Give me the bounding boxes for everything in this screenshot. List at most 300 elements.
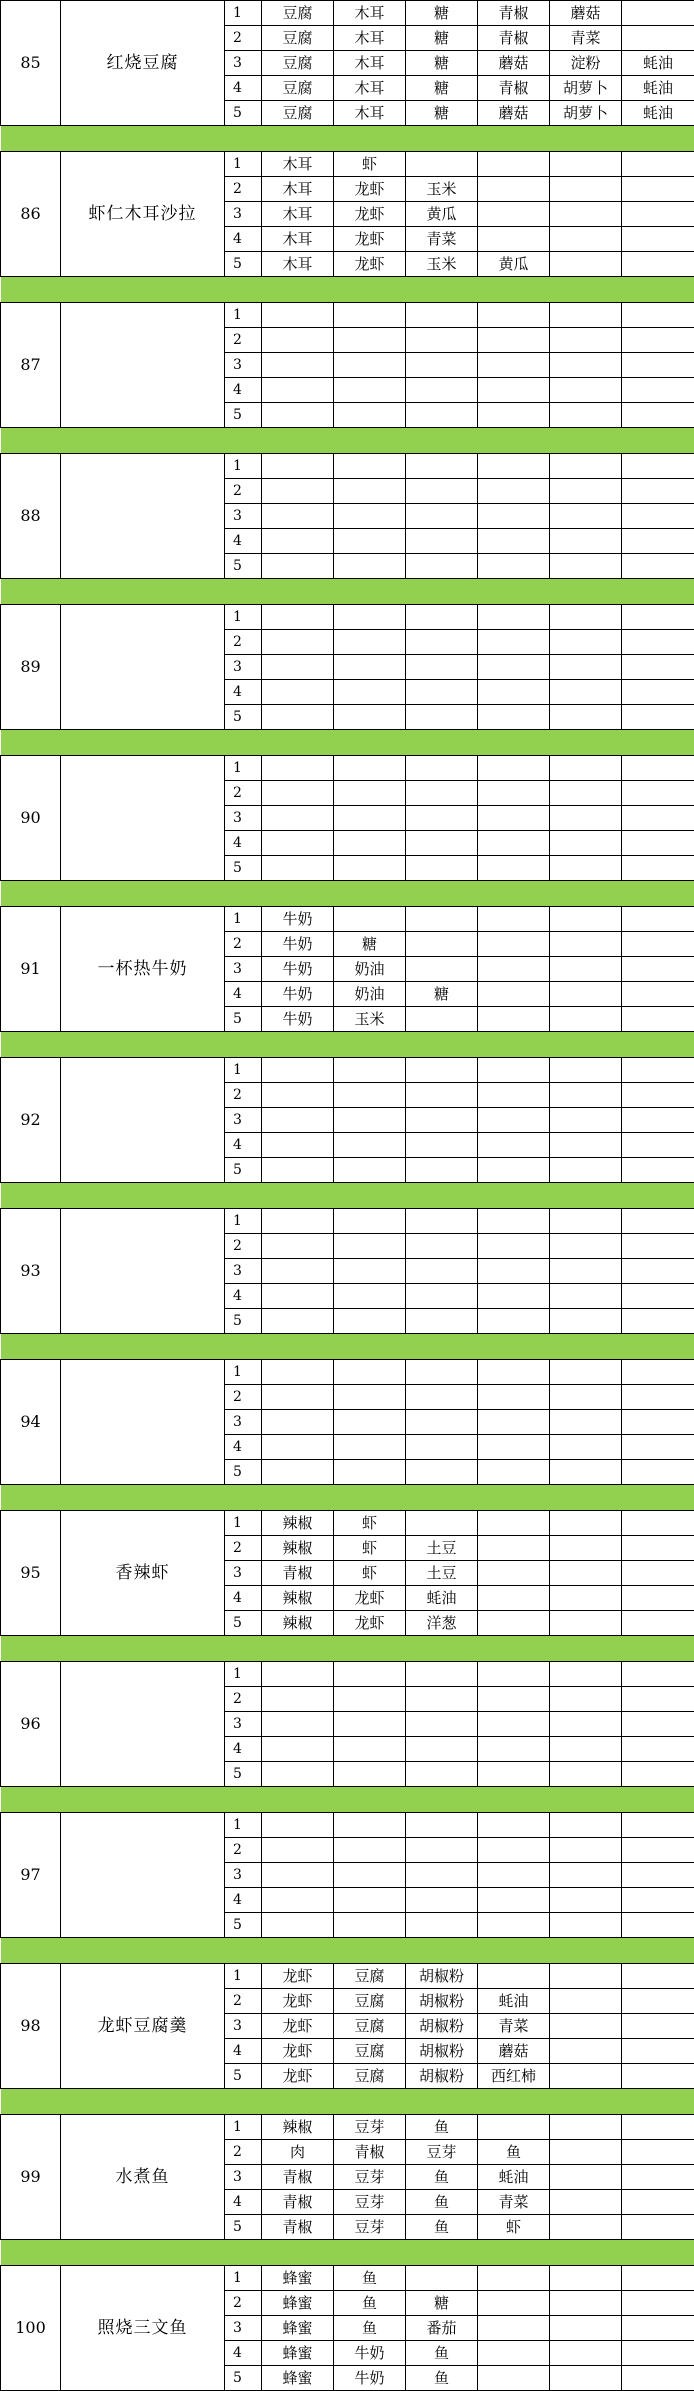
ingredient-cell	[478, 756, 550, 781]
dish-name: 水煮鱼	[61, 2115, 225, 2240]
group-separator	[1, 881, 694, 907]
dish-name: 照烧三文鱼	[61, 2266, 225, 2391]
ingredient-cell	[478, 303, 550, 328]
ingredient-cell	[334, 1108, 406, 1133]
ingredient-cell	[334, 1913, 406, 1938]
ingredient-cell	[262, 1913, 334, 1938]
ingredient-cell	[406, 1058, 478, 1083]
ingredient-cell	[334, 1309, 406, 1334]
ingredient-cell	[334, 1662, 406, 1687]
ingredient-cell	[550, 2190, 622, 2215]
ingredient-cell	[622, 1687, 694, 1712]
ingredient-cell	[334, 907, 406, 932]
ingredient-cell	[550, 1234, 622, 1259]
dish-number: 99	[1, 2115, 61, 2240]
ingredient-cell	[550, 252, 622, 277]
separator-bar	[1, 1787, 694, 1813]
variant-index: 4	[225, 1133, 262, 1158]
table-row	[1, 605, 694, 630]
ingredient-cell: 青椒	[262, 2165, 334, 2190]
ingredient-cell: 蚝油	[478, 2165, 550, 2190]
variant-index: 4	[225, 378, 262, 403]
ingredient-cell	[622, 177, 694, 202]
ingredient-cell	[550, 227, 622, 252]
ingredient-cell	[406, 504, 478, 529]
variant-index: 5	[225, 856, 262, 881]
ingredient-cell: 鱼	[334, 2266, 406, 2291]
ingredient-cell	[334, 328, 406, 353]
separator-bar	[1, 1636, 694, 1662]
ingredient-cell	[550, 1259, 622, 1284]
ingredient-cell: 龙虾	[334, 1611, 406, 1636]
ingredient-cell: 青椒	[262, 2190, 334, 2215]
ingredient-cell	[622, 2140, 694, 2165]
ingredient-cell	[550, 378, 622, 403]
ingredient-cell	[622, 454, 694, 479]
variant-index: 1	[225, 454, 262, 479]
ingredient-cell	[478, 1108, 550, 1133]
ingredient-cell: 糖	[406, 76, 478, 101]
ingredient-cell	[262, 1737, 334, 1762]
table-row	[1, 1964, 694, 1989]
ingredient-cell	[478, 1435, 550, 1460]
ingredient-cell	[334, 353, 406, 378]
variant-index: 1	[225, 605, 262, 630]
variant-index: 1	[225, 756, 262, 781]
ingredient-cell	[334, 655, 406, 680]
table-row	[1, 2266, 694, 2291]
ingredient-cell: 鱼	[334, 2316, 406, 2341]
ingredient-cell	[622, 227, 694, 252]
separator-bar	[1, 1334, 694, 1360]
ingredient-cell	[622, 1762, 694, 1787]
ingredient-cell	[334, 831, 406, 856]
ingredient-cell	[550, 2266, 622, 2291]
ingredient-cell	[334, 1737, 406, 1762]
dish-name	[61, 1209, 225, 1334]
ingredient-cell: 土豆	[406, 1561, 478, 1586]
variant-index: 5	[225, 1007, 262, 1032]
ingredient-cell	[622, 2165, 694, 2190]
variant-index: 3	[225, 1712, 262, 1737]
dish-name	[61, 605, 225, 730]
separator-bar	[1, 2089, 694, 2115]
ingredient-cell: 胡萝卜	[550, 101, 622, 126]
variant-index: 5	[225, 2064, 262, 2089]
ingredient-cell	[550, 1838, 622, 1863]
ingredient-cell: 胡椒粉	[406, 2039, 478, 2064]
variant-index: 2	[225, 1687, 262, 1712]
dish-number: 88	[1, 454, 61, 579]
variant-index: 3	[225, 2316, 262, 2341]
group-separator	[1, 1485, 694, 1511]
ingredient-cell	[406, 831, 478, 856]
ingredient-cell	[622, 1964, 694, 1989]
ingredient-cell	[406, 1435, 478, 1460]
ingredient-cell	[478, 1511, 550, 1536]
ingredient-cell	[478, 982, 550, 1007]
ingredient-cell	[406, 1360, 478, 1385]
ingredient-cell	[334, 303, 406, 328]
variant-index: 3	[225, 957, 262, 982]
ingredient-cell	[334, 378, 406, 403]
ingredient-cell	[622, 781, 694, 806]
ingredient-cell: 龙虾	[262, 1989, 334, 2014]
ingredient-cell	[622, 655, 694, 680]
ingredient-cell: 奶油	[334, 982, 406, 1007]
ingredient-cell	[550, 1385, 622, 1410]
variant-index: 2	[225, 479, 262, 504]
ingredient-cell	[478, 1737, 550, 1762]
ingredient-cell	[550, 554, 622, 579]
ingredient-cell	[478, 781, 550, 806]
ingredient-cell	[478, 1309, 550, 1334]
ingredient-cell: 豆芽	[406, 2140, 478, 2165]
ingredient-cell	[406, 529, 478, 554]
variant-index: 1	[225, 1360, 262, 1385]
ingredient-cell	[478, 655, 550, 680]
ingredient-cell	[478, 1913, 550, 1938]
ingredient-cell	[550, 2366, 622, 2391]
ingredient-cell	[262, 479, 334, 504]
ingredient-cell	[406, 856, 478, 881]
ingredient-cell: 土豆	[406, 1536, 478, 1561]
ingredient-cell	[334, 1058, 406, 1083]
dish-number: 97	[1, 1813, 61, 1938]
ingredient-cell: 青菜	[478, 2014, 550, 2039]
ingredient-cell: 木耳	[334, 101, 406, 126]
ingredient-cell: 鱼	[478, 2140, 550, 2165]
ingredient-cell	[406, 680, 478, 705]
ingredient-cell: 豆腐	[334, 2039, 406, 2064]
separator-bar	[1, 1938, 694, 1964]
ingredient-cell	[406, 781, 478, 806]
ingredient-cell	[262, 1058, 334, 1083]
ingredient-cell	[262, 378, 334, 403]
ingredient-cell: 豆腐	[334, 1964, 406, 1989]
ingredient-cell: 木耳	[334, 51, 406, 76]
ingredient-cell: 青椒	[478, 26, 550, 51]
dish-name: 红烧豆腐	[61, 1, 225, 126]
dish-name	[61, 1360, 225, 1485]
ingredient-cell	[550, 202, 622, 227]
ingredient-cell	[478, 479, 550, 504]
group-separator	[1, 1636, 694, 1662]
ingredient-cell	[262, 403, 334, 428]
ingredient-cell	[550, 2115, 622, 2140]
ingredient-cell: 黄瓜	[406, 202, 478, 227]
table-row	[1, 1209, 694, 1234]
ingredient-cell	[262, 1712, 334, 1737]
ingredient-cell	[622, 2115, 694, 2140]
ingredient-cell	[622, 403, 694, 428]
ingredient-cell	[550, 353, 622, 378]
variant-index: 4	[225, 1284, 262, 1309]
ingredient-cell	[406, 1888, 478, 1913]
ingredient-cell: 龙虾	[262, 2064, 334, 2089]
ingredient-cell	[550, 1737, 622, 1762]
ingredient-cell: 鱼	[406, 2366, 478, 2391]
ingredient-cell	[550, 328, 622, 353]
ingredient-cell: 木耳	[262, 177, 334, 202]
ingredient-cell	[262, 1888, 334, 1913]
ingredient-cell	[478, 705, 550, 730]
ingredient-cell: 牛奶	[334, 2366, 406, 2391]
ingredient-cell: 胡椒粉	[406, 2014, 478, 2039]
ingredient-cell	[406, 1511, 478, 1536]
ingredient-cell: 豆腐	[262, 1, 334, 26]
ingredient-cell	[622, 1913, 694, 1938]
ingredient-cell	[334, 781, 406, 806]
ingredient-cell	[622, 529, 694, 554]
ingredient-cell	[406, 1813, 478, 1838]
variant-index: 2	[225, 328, 262, 353]
ingredient-cell: 龙虾	[334, 202, 406, 227]
table-row	[1, 1, 694, 26]
ingredient-cell	[406, 378, 478, 403]
ingredient-cell	[550, 781, 622, 806]
ingredient-cell: 蜂蜜	[262, 2266, 334, 2291]
dish-name	[61, 1662, 225, 1787]
variant-index: 1	[225, 1662, 262, 1687]
ingredient-cell	[406, 1284, 478, 1309]
table-row	[1, 1813, 694, 1838]
ingredient-cell: 豆芽	[334, 2165, 406, 2190]
ingredient-cell	[622, 1435, 694, 1460]
ingredient-cell	[622, 2366, 694, 2391]
ingredient-cell	[550, 982, 622, 1007]
ingredient-cell: 木耳	[334, 76, 406, 101]
ingredient-cell	[550, 932, 622, 957]
variant-index: 4	[225, 529, 262, 554]
ingredient-cell: 木耳	[262, 152, 334, 177]
table-row	[1, 756, 694, 781]
ingredient-cell: 肉	[262, 2140, 334, 2165]
group-separator	[1, 1787, 694, 1813]
ingredient-cell: 牛奶	[334, 2341, 406, 2366]
variant-index: 5	[225, 403, 262, 428]
separator-bar	[1, 428, 694, 454]
ingredient-cell: 蚝油	[622, 101, 694, 126]
variant-index: 5	[225, 1762, 262, 1787]
variant-index: 5	[225, 554, 262, 579]
variant-index: 2	[225, 1385, 262, 1410]
ingredient-cell: 淀粉	[550, 51, 622, 76]
ingredient-cell: 玉米	[406, 177, 478, 202]
variant-index: 3	[225, 806, 262, 831]
ingredient-cell	[622, 1611, 694, 1636]
ingredient-cell	[622, 1259, 694, 1284]
ingredient-cell	[478, 1234, 550, 1259]
ingredient-cell	[334, 1863, 406, 1888]
variant-index: 2	[225, 781, 262, 806]
variant-index: 4	[225, 831, 262, 856]
variant-index: 4	[225, 1737, 262, 1762]
ingredient-cell	[478, 1813, 550, 1838]
ingredient-cell	[550, 1561, 622, 1586]
ingredient-cell	[406, 1838, 478, 1863]
ingredient-cell	[622, 831, 694, 856]
ingredient-cell	[406, 756, 478, 781]
ingredient-cell	[262, 1259, 334, 1284]
ingredient-cell: 豆腐	[262, 51, 334, 76]
variant-index: 2	[225, 1234, 262, 1259]
ingredient-cell: 牛奶	[262, 1007, 334, 1032]
variant-index: 4	[225, 227, 262, 252]
variant-index: 2	[225, 1536, 262, 1561]
ingredient-cell	[406, 1385, 478, 1410]
ingredient-cell	[622, 1007, 694, 1032]
dish-number: 95	[1, 1511, 61, 1636]
ingredient-cell	[550, 630, 622, 655]
ingredient-cell: 糖	[406, 101, 478, 126]
ingredient-cell: 龙虾	[334, 1586, 406, 1611]
ingredient-cell: 辣椒	[262, 1611, 334, 1636]
ingredient-cell	[622, 1511, 694, 1536]
ingredient-cell	[262, 806, 334, 831]
ingredient-cell	[622, 1, 694, 26]
ingredient-cell	[262, 781, 334, 806]
variant-index: 3	[225, 202, 262, 227]
ingredient-cell: 豆芽	[334, 2190, 406, 2215]
ingredient-cell: 糖	[334, 932, 406, 957]
ingredient-cell	[622, 504, 694, 529]
ingredient-cell: 豆腐	[334, 1989, 406, 2014]
ingredient-cell: 龙虾	[262, 1964, 334, 1989]
ingredient-cell	[622, 2190, 694, 2215]
variant-index: 2	[225, 2140, 262, 2165]
ingredient-cell	[550, 303, 622, 328]
ingredient-cell	[334, 1435, 406, 1460]
ingredient-cell: 糖	[406, 2291, 478, 2316]
ingredient-cell	[262, 1360, 334, 1385]
dish-number: 87	[1, 303, 61, 428]
ingredient-cell	[550, 2291, 622, 2316]
ingredient-cell	[262, 504, 334, 529]
ingredient-cell	[406, 1410, 478, 1435]
group-separator	[1, 579, 694, 605]
variant-index: 5	[225, 101, 262, 126]
ingredient-cell	[622, 1460, 694, 1485]
variant-index: 3	[225, 2165, 262, 2190]
variant-index: 5	[225, 1460, 262, 1485]
ingredient-cell	[622, 1360, 694, 1385]
ingredient-cell	[478, 1964, 550, 1989]
ingredient-cell	[406, 152, 478, 177]
table-row	[1, 454, 694, 479]
ingredient-cell	[334, 403, 406, 428]
ingredient-cell	[550, 2039, 622, 2064]
ingredient-cell	[550, 1913, 622, 1938]
ingredient-cell	[478, 1209, 550, 1234]
ingredient-cell	[262, 705, 334, 730]
ingredient-cell: 龙虾	[334, 227, 406, 252]
ingredient-cell	[334, 1888, 406, 1913]
ingredient-cell: 糖	[406, 1, 478, 26]
ingredient-cell	[478, 1284, 550, 1309]
separator-bar	[1, 1485, 694, 1511]
ingredient-cell	[550, 2140, 622, 2165]
separator-bar	[1, 1183, 694, 1209]
dish-name: 一杯热牛奶	[61, 907, 225, 1032]
ingredient-cell	[406, 554, 478, 579]
ingredient-cell: 豆腐	[334, 2014, 406, 2039]
ingredient-cell	[478, 932, 550, 957]
ingredient-cell	[622, 856, 694, 881]
separator-bar	[1, 579, 694, 605]
ingredient-cell	[622, 202, 694, 227]
dish-number: 85	[1, 1, 61, 126]
ingredient-cell	[406, 1259, 478, 1284]
variant-index: 4	[225, 2341, 262, 2366]
ingredient-cell: 龙虾	[334, 252, 406, 277]
ingredient-cell	[406, 479, 478, 504]
ingredient-cell	[334, 1360, 406, 1385]
ingredient-cell: 虾	[334, 1536, 406, 1561]
ingredient-cell	[550, 1410, 622, 1435]
ingredient-cell	[334, 1158, 406, 1183]
ingredient-cell: 木耳	[334, 1, 406, 26]
ingredient-cell	[262, 1133, 334, 1158]
ingredient-cell	[622, 1813, 694, 1838]
dish-name	[61, 303, 225, 428]
ingredient-cell	[550, 680, 622, 705]
variant-index: 5	[225, 1309, 262, 1334]
ingredient-cell	[550, 831, 622, 856]
ingredient-cell	[622, 1838, 694, 1863]
ingredient-cell	[478, 1007, 550, 1032]
ingredient-cell	[550, 2215, 622, 2240]
variant-index: 1	[225, 152, 262, 177]
variant-index: 5	[225, 252, 262, 277]
ingredient-cell	[478, 1687, 550, 1712]
ingredient-cell: 牛奶	[262, 982, 334, 1007]
ingredient-cell	[334, 605, 406, 630]
variant-index: 3	[225, 1863, 262, 1888]
ingredient-cell	[406, 705, 478, 730]
variant-index: 4	[225, 2190, 262, 2215]
ingredient-cell	[262, 353, 334, 378]
dish-number: 86	[1, 152, 61, 277]
separator-bar	[1, 277, 694, 303]
ingredient-cell	[334, 630, 406, 655]
table-row	[1, 907, 694, 932]
ingredient-cell	[262, 303, 334, 328]
ingredient-cell	[478, 1410, 550, 1435]
ingredient-cell	[478, 328, 550, 353]
ingredient-cell	[622, 2316, 694, 2341]
ingredient-cell	[622, 1586, 694, 1611]
ingredient-cell	[406, 1712, 478, 1737]
ingredient-cell: 辣椒	[262, 1511, 334, 1536]
ingredient-cell	[478, 630, 550, 655]
dish-number: 96	[1, 1662, 61, 1787]
ingredient-cell	[262, 1108, 334, 1133]
ingredient-cell	[406, 1863, 478, 1888]
ingredient-cell	[622, 303, 694, 328]
ingredient-cell	[622, 1133, 694, 1158]
ingredient-cell: 胡椒粉	[406, 2064, 478, 2089]
ingredient-cell	[550, 756, 622, 781]
dish-name: 虾仁木耳沙拉	[61, 152, 225, 277]
ingredient-cell	[622, 907, 694, 932]
ingredient-cell	[622, 957, 694, 982]
table-row	[1, 152, 694, 177]
ingredient-cell	[334, 1838, 406, 1863]
ingredient-cell	[622, 2215, 694, 2240]
ingredient-cell	[550, 1083, 622, 1108]
variant-index: 1	[225, 2115, 262, 2140]
